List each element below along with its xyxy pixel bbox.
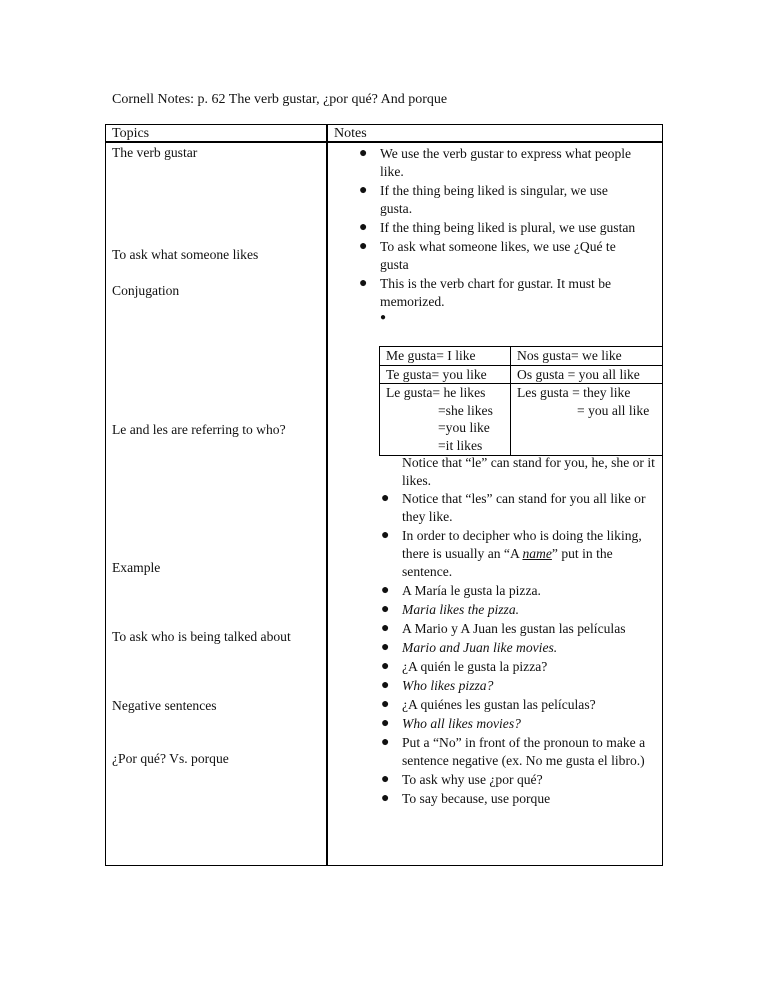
bullet-icon: ● <box>381 640 390 655</box>
notes-header: Notes <box>334 126 367 141</box>
bullet-icon: ● <box>381 716 390 731</box>
list-item: ● Mario and Juan like movies. <box>381 640 558 655</box>
list-item: ● Put a “No” in front of the pronoun to make a sentence negative (ex. No me gusta el libro.) <box>381 735 646 768</box>
list-item: ● If the thing being liked is singular, we use gusta. <box>359 183 608 216</box>
list-item: ● This is the verb chart for gustar. It must be memorized. <box>359 276 612 309</box>
topic-ask-who: To ask who is being talked about <box>112 629 291 644</box>
topic-verb-gustar: The verb gustar <box>112 145 198 160</box>
page-title: Cornell Notes: p. 62 The verb gustar, ¿por qué? And porque <box>112 92 448 107</box>
list-item: ● To say because, use porque <box>381 791 551 806</box>
conj-cell: Me gusta= I like <box>380 347 511 366</box>
list-item: ● ¿A quiénes les gustan las películas? <box>381 697 596 712</box>
notice-le: Notice that “le” can stand for you, he, she or it likes. <box>402 455 655 488</box>
conj-cell: Te gusta= you like <box>380 365 511 384</box>
header-divider <box>105 141 663 143</box>
bullet-icon: ● <box>381 678 390 693</box>
conj-cell: Nos gusta= we like <box>511 347 663 366</box>
bullet-icon: ● <box>359 276 368 291</box>
list-item: ● Who all likes movies? <box>381 716 521 731</box>
bullet-icon: ● <box>381 583 390 598</box>
bullet-icon: ● <box>359 183 368 198</box>
list-item: ● ¿A quién le gusta la pizza? <box>381 659 548 674</box>
column-divider <box>326 124 328 866</box>
list-item: ● To ask why use ¿por qué? <box>381 772 543 787</box>
bullet-icon: ● <box>359 239 368 254</box>
bullet-icon: ● <box>359 146 368 161</box>
notes-list-bottom <box>378 490 660 809</box>
list-item: ● In order to decipher who is doing the liking, there is usually an “A name” put in the sentence. <box>381 528 642 579</box>
bullet-icon: ● <box>380 312 387 323</box>
conj-cell: Les gusta = they like = you all like <box>511 384 663 455</box>
conj-cell: Le gusta= he likes =she likes =you like =it likes <box>380 384 511 455</box>
topic-por-que: ¿Por qué? Vs. porque <box>112 751 229 766</box>
topic-conjugation: Conjugation <box>112 283 180 298</box>
topic-negative: Negative sentences <box>112 698 217 713</box>
conj-cell: Os gusta = you all like <box>511 365 663 384</box>
bullet-icon: ● <box>359 220 368 235</box>
bullet-icon: ● <box>381 602 390 617</box>
topic-le-les: Le and les are referring to who? <box>112 422 286 437</box>
list-item: ● We use the verb gustar to express what people like. <box>359 146 632 179</box>
list-item: ● A María le gusta la pizza. <box>381 583 541 598</box>
list-item: ● Notice that “les” can stand for you all like or they like. <box>381 491 646 524</box>
bullet-icon: ● <box>381 697 390 712</box>
bullet-icon: ● <box>381 621 390 636</box>
topic-ask-likes: To ask what someone likes <box>112 247 259 262</box>
bullet-icon: ● <box>381 772 390 787</box>
list-item: ● To ask what someone likes, we use ¿Qué te gusta <box>359 239 616 272</box>
list-item: ● Who likes pizza? <box>381 678 494 693</box>
bullet-icon: ● <box>381 659 390 674</box>
bullet-icon: ● <box>381 735 390 750</box>
conjugation-chart <box>379 346 663 456</box>
bullet-icon: ● <box>381 791 390 806</box>
list-item <box>356 312 636 324</box>
bullet-icon: ● <box>381 528 390 543</box>
bullet-icon: ● <box>381 491 390 506</box>
list-item: ● A Mario y A Juan les gustan las películas <box>381 621 626 636</box>
topics-header: Topics <box>112 126 150 141</box>
notes-list-top <box>356 145 636 325</box>
list-item: ● Maria likes the pizza. <box>381 602 520 617</box>
list-item: ● If the thing being liked is plural, we use gustan <box>359 220 636 235</box>
topic-example: Example <box>112 560 161 575</box>
